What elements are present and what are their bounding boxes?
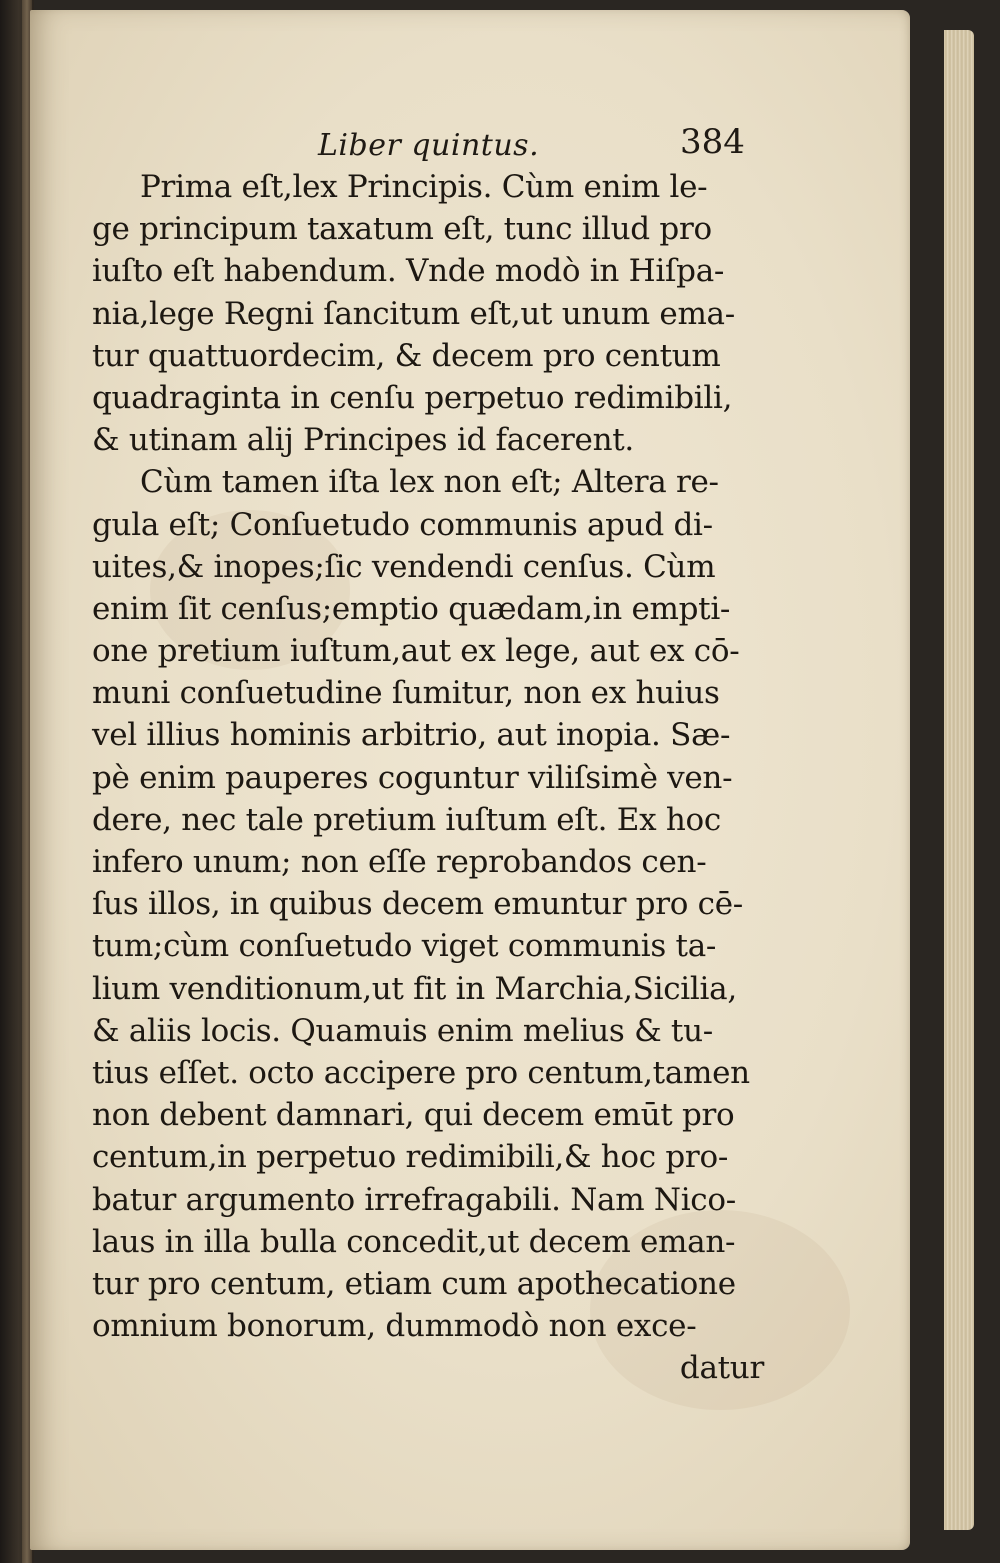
text-line: dere, nec tale pretium iuſtum eſt. Ex hoc <box>92 801 721 838</box>
text-line: Cùm tamen iſta lex non eſt; Altera re- <box>140 464 719 501</box>
text-line: nia,lege Regni ſancitum eſt,ut unum ema- <box>92 295 735 332</box>
text-line: datur <box>679 1350 764 1387</box>
text-line: iuſto eſt habendum. Vnde modò in Hiſpa- <box>92 253 725 290</box>
text-line: uites,& inopes;ſic vendendi cenſus. Cùm <box>92 548 716 585</box>
text-line: one pretium iuſtum,aut ex lege, aut ex cō- <box>92 633 740 670</box>
text-line: tum;cùm conſuetudo viget communis ta- <box>92 928 717 965</box>
text-line: muni conſuetudine ſumitur, non ex huius <box>92 675 720 712</box>
text-line: omnium bonorum, dummodò non exce- <box>92 1308 697 1345</box>
text-line: centum,in perpetuo redimibili,& hoc pro- <box>92 1139 728 1176</box>
text-line: tur pro centum, etiam cum apothecatione <box>92 1265 736 1302</box>
book-page <box>30 10 910 1550</box>
text-line: lium venditionum,ut fit in Marchia,Sicilia, <box>92 970 737 1007</box>
text-line: ſus illos, in quibus decem emuntur pro cē- <box>92 886 743 923</box>
text-line: quadraginta in cenſu perpetuo redimibili, <box>92 379 733 416</box>
text-line: non debent damnari, qui decem emūt pro <box>92 1097 735 1134</box>
text-line: infero unum; non eſſe reprobandos cen- <box>92 844 707 880</box>
text-line: Prima eſt,lex Principis. Cùm enim le- <box>140 169 708 205</box>
text-line: batur argumento irrefragabili. Nam Nico- <box>92 1181 736 1218</box>
running-title: Liber quintus. <box>318 128 540 163</box>
text-line: laus in illa bulla concedit,ut decem eman- <box>92 1223 736 1260</box>
text-block <box>92 166 772 1389</box>
text-line: & utinam alij Principes id facerent. <box>92 422 634 459</box>
text-line: ge principum taxatum eſt, tunc illud pro <box>92 211 712 248</box>
text-line: & aliis locis. Quamuis enim melius & tu- <box>92 1012 713 1049</box>
page-number: 384 <box>680 122 745 162</box>
text-line: gula eſt; Conſuetudo communis apud di- <box>92 506 713 543</box>
page-edges <box>944 30 974 1530</box>
text-line: vel illius hominis arbitrio, aut inopia. Sæ- <box>92 717 731 754</box>
text-line: tius eſſet. octo accipere pro centum,tamen <box>92 1054 750 1091</box>
text-line: pè enim pauperes coguntur viliſsimè ven- <box>92 759 733 796</box>
text-line: tur quattuordecim, & decem pro centum <box>92 337 721 374</box>
text-line: enim ſit cenſus;emptio quædam,in empti- <box>92 590 731 627</box>
